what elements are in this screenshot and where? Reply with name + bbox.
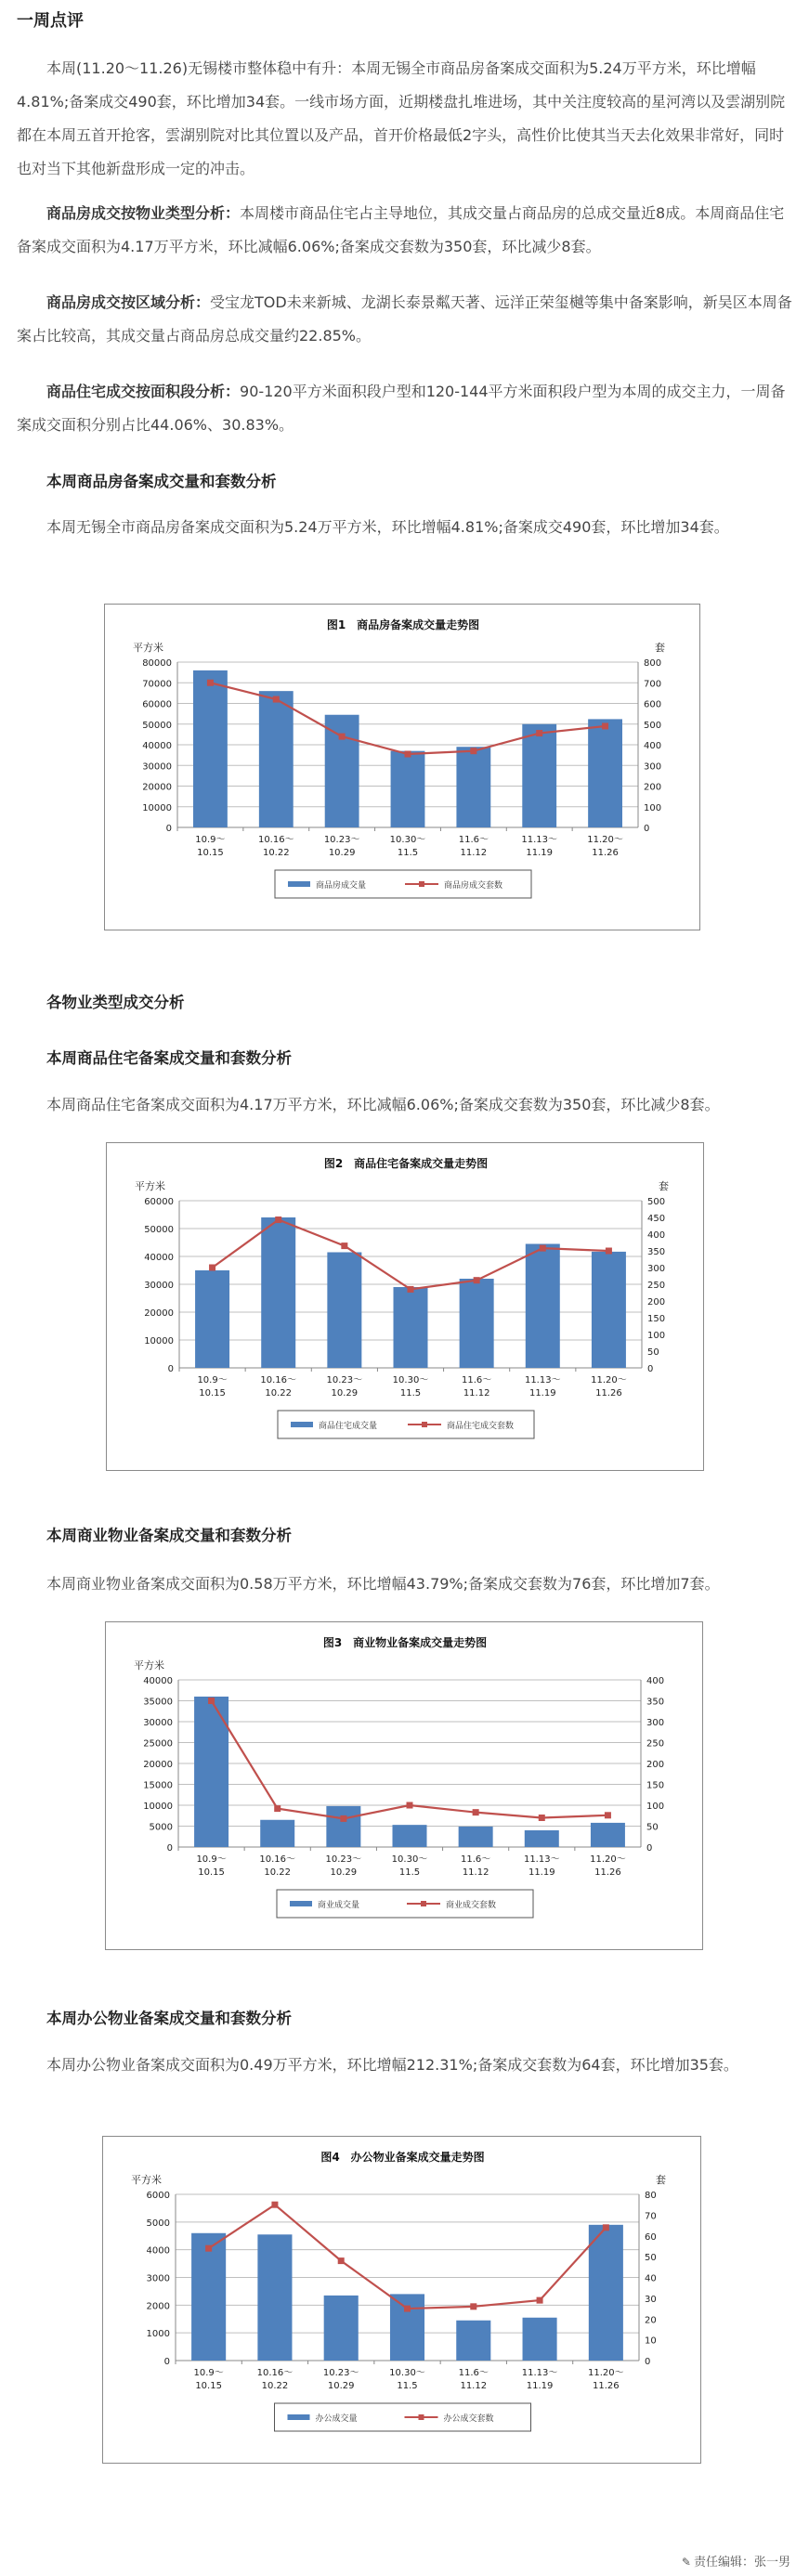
chart-title: 图4 办公物业备案成交量走势图 <box>320 2151 485 2164</box>
property-type-text: 本周楼市商品住宅占主导地位，其成交量占商品房的总成交量近8成。本周商品住宅备案成交面积为4.17万平方米，环比减幅6.06%;备案成交套数为350套，环比减少8套。 <box>17 204 785 255</box>
x-tick-label: 10.15 <box>198 1867 225 1878</box>
y2-axis-label: 套 <box>659 1180 669 1192</box>
line-point <box>537 2297 543 2304</box>
chart-3-svg <box>106 1622 704 1951</box>
y2-axis-label: 套 <box>656 2174 666 2186</box>
y-tick-label: 20000 <box>143 1760 173 1770</box>
bar <box>522 724 556 827</box>
y2-tick-label: 350 <box>647 1247 666 1257</box>
y-tick-label: 50000 <box>142 720 172 731</box>
line-point <box>407 1802 413 1809</box>
x-tick-label: 10.29 <box>328 848 356 858</box>
legend-bar-swatch <box>288 881 310 887</box>
bar <box>193 670 228 827</box>
bar <box>460 1279 494 1368</box>
legend-entry: 商品住宅成交量 <box>319 1422 378 1431</box>
line-point <box>539 1815 545 1821</box>
x-tick-label: 10.16～ <box>260 1375 297 1386</box>
y-tick-label: 2000 <box>146 2301 170 2312</box>
x-tick-label: 11.6～ <box>461 1854 491 1865</box>
y-tick-label: 10000 <box>144 1336 174 1347</box>
y2-tick-label: 400 <box>647 1230 666 1241</box>
x-tick-label: 11.26 <box>592 848 619 858</box>
x-tick-label: 11.5 <box>398 1867 421 1878</box>
y2-tick-label: 500 <box>644 720 662 731</box>
y2-tick-label: 250 <box>647 1281 666 1291</box>
bar <box>260 1820 294 1847</box>
bar <box>327 1253 361 1369</box>
chart-1 <box>104 604 700 930</box>
y2-tick-label: 150 <box>647 1314 666 1324</box>
x-tick-label: 10.29 <box>327 2381 355 2391</box>
y2-tick-label: 100 <box>647 1331 666 1341</box>
y2-tick-label: 50 <box>645 2253 657 2264</box>
bar <box>526 1244 560 1369</box>
region-label: 商品房成交按区域分析： <box>46 293 211 311</box>
bar <box>589 2225 623 2361</box>
section-title-commercial: 本周商业物业备案成交量和套数分析 <box>46 1527 292 1544</box>
y2-tick-label: 200 <box>646 1760 665 1770</box>
bar <box>391 751 425 827</box>
line-point <box>271 2202 278 2208</box>
chart-4-svg <box>103 2137 702 2465</box>
region-paragraph <box>17 286 797 353</box>
x-tick-label: 11.19 <box>528 1388 556 1399</box>
line-point <box>602 722 608 729</box>
line-point <box>275 1216 281 1223</box>
line-point <box>340 1815 346 1822</box>
y2-tick-label: 600 <box>644 699 662 710</box>
bar <box>393 1825 427 1847</box>
y-axis-label: 平方米 <box>135 1180 165 1192</box>
property-type-label: 商品房成交按物业类型分析： <box>46 204 241 222</box>
y2-tick-label: 800 <box>644 658 662 669</box>
area-text: 90-120平方米面积段户型和120-144平方米面积段户型为本周的成交主力，一周备案成交面积分别占比44.06%、30.83%。 <box>17 383 786 434</box>
x-tick-label: 11.19 <box>526 848 554 858</box>
line-point <box>536 730 542 736</box>
y-tick-label: 6000 <box>146 2191 170 2201</box>
x-tick-label: 11.13～ <box>523 1854 560 1865</box>
y2-tick-label: 250 <box>646 1738 665 1750</box>
x-tick-label: 10.16～ <box>259 1854 296 1865</box>
x-tick-label: 10.22 <box>265 1388 293 1399</box>
legend-entry: 商业成交量 <box>318 1901 360 1910</box>
section-title-property-types: 各物业类型成交分析 <box>46 994 185 1011</box>
bar <box>459 1827 493 1847</box>
region-text: 受宝龙TOD未来新城、龙湖长泰景粼天著、远洋正荣玺樾等集中备案影响，新吴区本周备案占比较高，其成交量占商品房总成交量约22.85%。 <box>17 293 792 345</box>
line-point <box>473 1809 479 1815</box>
legend-line-marker <box>419 881 424 887</box>
x-tick-label: 10.15 <box>197 848 224 858</box>
bar <box>588 719 622 827</box>
line-point <box>209 1265 215 1271</box>
bar <box>325 715 359 827</box>
x-tick-label: 10.9～ <box>196 1854 227 1865</box>
section-title-office: 本周办公物业备案成交量和套数分析 <box>46 2010 292 2027</box>
bar <box>525 1830 559 1847</box>
chart-3 <box>105 1621 703 1950</box>
bar <box>195 1270 229 1368</box>
y-tick-label: 25000 <box>143 1738 173 1750</box>
y2-tick-label: 400 <box>644 741 662 751</box>
x-tick-label: 11.26 <box>593 2381 620 2391</box>
section-text-commercial: 本周商业物业备案成交面积为0.58万平方米，环比增幅43.79%;备案成交套数为76套，环比增加7套。 <box>46 1575 720 1593</box>
x-tick-label: 11.6～ <box>462 1375 492 1386</box>
x-tick-label: 10.22 <box>264 1867 292 1878</box>
y2-tick-label: 0 <box>646 1843 653 1854</box>
line-point <box>603 2224 609 2231</box>
section-title-commercial-housing: 本周商品房备案成交量和套数分析 <box>46 473 277 490</box>
legend-entry: 商品房成交套数 <box>444 881 503 891</box>
x-tick-label: 10.9～ <box>197 1375 228 1386</box>
review-heading: 一周点评 <box>17 11 84 31</box>
x-tick-label: 11.5 <box>397 848 419 858</box>
y-tick-label: 35000 <box>143 1697 173 1708</box>
line-point <box>273 696 280 703</box>
section-text-commercial-housing: 本周无锡全市商品房备案成交面积为5.24万平方米，环比增幅4.81%;备案成交490套，环比增加34套。 <box>46 518 729 536</box>
chart-title: 图1 商品房备案成交量走势图 <box>326 618 480 631</box>
legend-bar-swatch <box>288 2414 310 2420</box>
legend-line-marker <box>422 1422 427 1427</box>
x-tick-label: 11.20～ <box>587 835 623 845</box>
y-tick-label: 15000 <box>143 1780 173 1791</box>
y-tick-label: 30000 <box>143 1718 173 1728</box>
bar <box>394 1287 428 1368</box>
bar <box>456 2321 490 2361</box>
line-point <box>207 680 214 686</box>
bar <box>326 1806 360 1847</box>
y-tick-label: 60000 <box>142 699 172 710</box>
x-tick-label: 10.9～ <box>195 835 226 845</box>
property-type-paragraph <box>17 197 797 264</box>
x-tick-label: 10.9～ <box>193 2368 224 2378</box>
bar <box>523 2318 557 2361</box>
x-tick-label: 11.26 <box>594 1867 621 1878</box>
y2-tick-label: 20 <box>645 2315 657 2326</box>
y2-tick-label: 300 <box>647 1264 666 1274</box>
line-point <box>208 1698 215 1704</box>
line-point <box>470 2303 476 2309</box>
x-tick-label: 10.16～ <box>257 835 294 845</box>
y2-tick-label: 400 <box>646 1676 665 1686</box>
x-tick-label: 10.15 <box>199 1388 226 1399</box>
x-tick-label: 11.12 <box>463 1388 490 1399</box>
x-tick-label: 11.13～ <box>524 1375 561 1386</box>
x-tick-label: 10.23～ <box>322 2368 359 2378</box>
chart-1-svg <box>105 605 701 931</box>
y2-axis-label: 套 <box>655 642 665 654</box>
x-tick-label: 11.26 <box>595 1388 622 1399</box>
y2-tick-label: 80 <box>645 2191 657 2201</box>
y-tick-label: 30000 <box>144 1281 174 1291</box>
y2-tick-label: 0 <box>645 2357 651 2367</box>
editor-name: 责任编辑：张一男 <box>693 2556 790 2569</box>
line-point <box>474 1277 480 1283</box>
x-tick-label: 10.16～ <box>256 2368 294 2378</box>
y2-tick-label: 0 <box>644 824 650 834</box>
legend-entry: 商业成交套数 <box>446 1901 497 1910</box>
x-tick-label: 11.12 <box>460 848 488 858</box>
chart-title: 图3 商业物业备案成交量走势图 <box>322 1636 488 1649</box>
bar <box>259 691 294 827</box>
y2-tick-label: 200 <box>647 1297 666 1308</box>
bar <box>324 2296 359 2361</box>
y-tick-label: 5000 <box>146 2218 170 2229</box>
bar <box>592 1252 626 1368</box>
y2-tick-label: 60 <box>645 2231 657 2243</box>
chart-title: 图2 商品住宅备案成交量走势图 <box>323 1157 489 1170</box>
y-tick-label: 30000 <box>142 761 172 773</box>
y-tick-label: 40000 <box>144 1253 174 1263</box>
y-tick-label: 20000 <box>142 782 172 793</box>
y-tick-label: 40000 <box>142 741 172 751</box>
y2-tick-label: 700 <box>644 679 662 690</box>
x-tick-label: 10.30～ <box>389 835 426 845</box>
line-point <box>405 751 411 758</box>
x-tick-label: 10.23～ <box>325 1854 362 1865</box>
x-tick-label: 11.12 <box>460 2381 488 2391</box>
legend-entry: 商品房成交量 <box>316 881 367 891</box>
x-tick-label: 11.12 <box>462 1867 489 1878</box>
y2-tick-label: 450 <box>647 1214 666 1224</box>
y-tick-label: 1000 <box>146 2329 170 2340</box>
y-tick-label: 0 <box>165 824 172 834</box>
chart-2-svg <box>107 1143 705 1472</box>
y-tick-label: 3000 <box>146 2273 170 2284</box>
y-axis-label: 平方米 <box>131 2174 162 2186</box>
y2-tick-label: 300 <box>644 761 662 773</box>
line-point <box>540 1245 546 1252</box>
y2-tick-label: 100 <box>644 802 662 813</box>
section-title-residential: 本周商品住宅备案成交量和套数分析 <box>46 1049 292 1067</box>
y2-tick-label: 30 <box>645 2294 657 2305</box>
legend-line-marker <box>419 2414 424 2420</box>
x-tick-label: 10.15 <box>195 2381 222 2391</box>
x-tick-label: 11.19 <box>526 2381 554 2391</box>
y2-tick-label: 70 <box>645 2211 657 2222</box>
line-point <box>404 2306 411 2312</box>
area-paragraph <box>17 375 797 442</box>
x-tick-label: 10.29 <box>330 1867 358 1878</box>
y2-tick-label: 300 <box>646 1718 665 1728</box>
review-intro: 本周(11.20～11.26)无锡楼市整体稳中有升：本周无锡全市商品房备案成交面积为5.24万平方米，环比增幅4.81%;备案成交490套，环比增加34套。一线市场方面，近期楼盘扎堆进场，其中关注度较高的星河湾以及雲湖别院都在本周五首开抢客，雲湖别院对比其位置以及产品，首开价格最低2字头，高性价比使其当天去化效果非常好，同时也对当下其他新盘形成一定的冲击。 <box>17 59 786 177</box>
bar <box>261 1217 295 1368</box>
line-point <box>470 748 476 754</box>
bar <box>191 2233 226 2361</box>
pen-icon: ✎ <box>681 2556 691 2569</box>
line-point <box>605 1812 611 1818</box>
y-tick-label: 4000 <box>146 2245 170 2257</box>
x-tick-label: 11.20～ <box>591 1375 627 1386</box>
bar <box>390 2294 424 2361</box>
chart-4 <box>102 2136 701 2464</box>
y-tick-label: 20000 <box>144 1308 174 1319</box>
y2-tick-label: 100 <box>646 1802 665 1812</box>
y-tick-label: 0 <box>167 1364 174 1374</box>
y2-tick-label: 150 <box>646 1780 665 1791</box>
y-tick-label: 60000 <box>144 1197 174 1207</box>
chart-2 <box>106 1142 704 1471</box>
bar <box>257 2234 292 2361</box>
x-tick-label: 10.23～ <box>326 1375 363 1386</box>
y-tick-label: 10000 <box>143 1802 173 1812</box>
y2-tick-label: 10 <box>645 2335 657 2347</box>
y-tick-label: 40000 <box>143 1676 173 1686</box>
x-tick-label: 11.20～ <box>588 2368 624 2378</box>
legend-entry: 商品住宅成交套数 <box>447 1422 515 1431</box>
y-tick-label: 50000 <box>144 1225 174 1235</box>
y2-tick-label: 50 <box>647 1347 659 1358</box>
x-tick-label: 11.13～ <box>521 2368 558 2378</box>
y2-tick-label: 200 <box>644 782 662 793</box>
section-text-office: 本周办公物业备案成交面积为0.49万平方米，环比增幅212.31%;备案成交套数为64套，环比增加35套。 <box>46 2056 738 2074</box>
legend-entry: 办公成交套数 <box>443 2414 494 2424</box>
line-point <box>339 734 346 740</box>
x-tick-label: 11.5 <box>397 2381 418 2391</box>
x-tick-label: 10.23～ <box>323 835 360 845</box>
line-point <box>341 1242 347 1249</box>
x-tick-label: 10.22 <box>261 2381 289 2391</box>
legend-entry: 办公成交量 <box>315 2414 358 2424</box>
y2-tick-label: 350 <box>646 1697 665 1708</box>
x-tick-label: 10.30～ <box>392 1375 429 1386</box>
line-point <box>606 1248 612 1255</box>
legend-line-marker <box>421 1901 426 1906</box>
bar <box>456 747 490 827</box>
x-tick-label: 10.29 <box>331 1388 359 1399</box>
y-axis-label: 平方米 <box>133 642 163 654</box>
y2-tick-label: 500 <box>647 1197 666 1207</box>
y-tick-label: 5000 <box>149 1822 173 1833</box>
x-tick-label: 10.22 <box>262 848 290 858</box>
x-tick-label: 11.6～ <box>458 2368 489 2378</box>
x-tick-label: 11.13～ <box>521 835 558 845</box>
y2-tick-label: 40 <box>645 2273 657 2284</box>
x-tick-label: 11.19 <box>528 1867 555 1878</box>
x-tick-label: 10.30～ <box>389 2368 425 2378</box>
section-text-residential: 本周商品住宅备案成交面积为4.17万平方米，环比减幅6.06%;备案成交套数为350套，环比减少8套。 <box>46 1096 720 1113</box>
y-tick-label: 10000 <box>142 802 172 813</box>
x-tick-label: 10.30～ <box>391 1854 428 1865</box>
legend-bar-swatch <box>290 1901 312 1906</box>
y-tick-label: 0 <box>163 2357 170 2367</box>
bar <box>591 1823 625 1847</box>
y2-tick-label: 50 <box>646 1822 659 1833</box>
y-tick-label: 70000 <box>142 679 172 690</box>
y-tick-label: 80000 <box>142 658 172 669</box>
line-point <box>408 1286 414 1293</box>
x-tick-label: 11.5 <box>399 1388 422 1399</box>
y2-tick-label: 0 <box>647 1364 654 1374</box>
y-axis-label: 平方米 <box>134 1659 164 1672</box>
legend-bar-swatch <box>291 1422 313 1427</box>
area-label: 商品住宅成交按面积段分析： <box>46 383 241 400</box>
line-point <box>338 2257 345 2264</box>
editor-credit <box>682 2552 790 2569</box>
x-tick-label: 11.6～ <box>458 835 489 845</box>
series-line <box>212 1701 608 1819</box>
line-point <box>274 1805 281 1812</box>
x-tick-label: 11.20～ <box>590 1854 626 1865</box>
y-tick-label: 0 <box>166 1843 173 1854</box>
line-point <box>205 2245 212 2252</box>
